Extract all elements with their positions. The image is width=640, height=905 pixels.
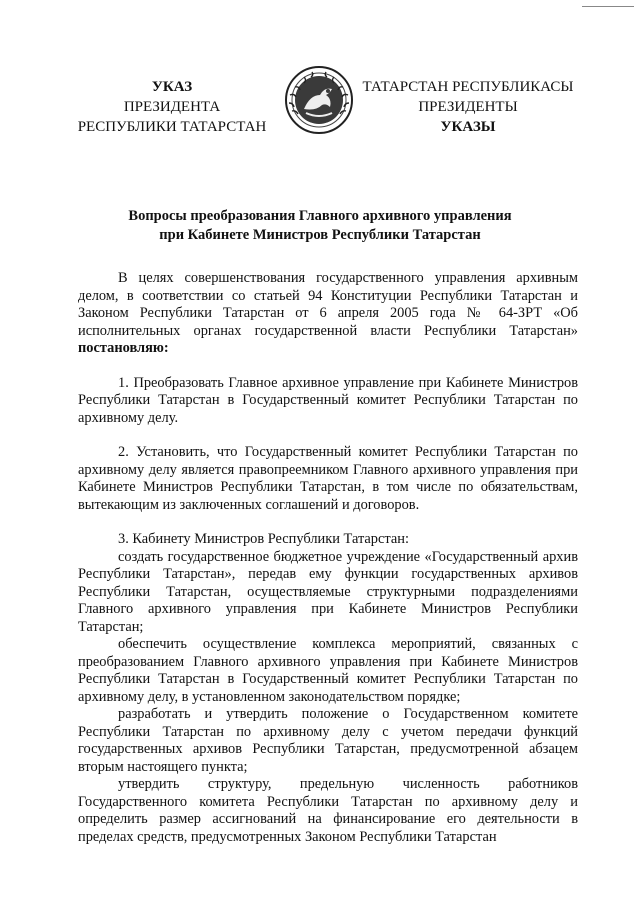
coat-of-arms-icon	[284, 65, 354, 135]
document-body	[78, 270, 578, 846]
scan-mark	[582, 6, 634, 7]
decree-word: постановляю:	[78, 340, 169, 356]
header-left-line2: ПРЕЗИДЕНТА	[123, 99, 221, 115]
title-line2: при Кабинете Министров Республики Татарстан	[159, 227, 481, 243]
document-title	[70, 207, 570, 245]
item-3: 3. Кабинету Министров Республики Татарстан:	[118, 531, 409, 547]
item-2: 2. Установить, что Государственный комитет Республики Татарстан по архивному делу является правопреемником Главного архивного управления при Кабинете Министров Республики Татарстан, в том числе по обязательствам, вытекающим из заключенных соглашений и договоров.	[78, 444, 578, 513]
preamble-paragraph	[78, 270, 578, 358]
item-3-sub-approve: утвердить структуру, предельную численность работников Государственного комитета Республики Татарстан по архивному делу и определить размер ассигнований на финансирование его деятельности в пределах средств, предусмотренных Законом Республики Татарстан	[78, 776, 578, 845]
item-1: 1. Преобразовать Главное архивное управление при Кабинете Министров Республики Татарстан в Государственный комитет Республики Татарстан по архивному делу.	[78, 374, 578, 426]
header-left-line3: РЕСПУБЛИКИ ТАТАРСТАН	[77, 119, 267, 135]
item-3-sub-ensure: обеспечить осуществление комплекса мероприятий, связанных с преобразованием Главного архивного управления при Кабинете Министров Республики Татарстан в Государственный комитет Республики Татарстан по архивному делу, в установленном законодательством порядке;	[78, 636, 578, 705]
item-3-sub-create: создать государственное бюджетное учреждение «Государственный архив Республики Татарстан», передав ему функции государственных архивов Республики Татарстан, осуществляемые структурными подразделениями Главного архивного управления при Кабинете Министров Республики Татарстан;	[78, 548, 578, 635]
header-right-line2: ПРЕЗИДЕНТЫ	[418, 99, 518, 115]
item-3-sub-develop: разработать и утвердить положение о Государственном комитете Республики Татарстан по архивному делу с учетом передачи функций государственных архивов Республики Татарстан, предусмотренной абзацем вторым настоящего пункта;	[78, 706, 578, 775]
header-left-block	[66, 77, 278, 137]
header-right-line1: ТАТАРСТАН РЕСПУБЛИКАСЫ	[362, 79, 574, 95]
title-line1: Вопросы преобразования Главного архивного управления	[128, 208, 512, 224]
preamble-text: В целях совершенствования государственного управления архивным делом, в соответствии со статьей 94 Конституции Республики Татарстан и Законом Республики Татарстан от 6 апреля 2005 года № 64-ЗРТ «Об исполнительных органах государственной власти Республики Татарстан»	[78, 270, 578, 339]
header-right-line3: УКАЗЫ	[440, 119, 496, 135]
header-left-line1: УКАЗ	[151, 79, 193, 95]
header-right-block	[358, 77, 578, 137]
